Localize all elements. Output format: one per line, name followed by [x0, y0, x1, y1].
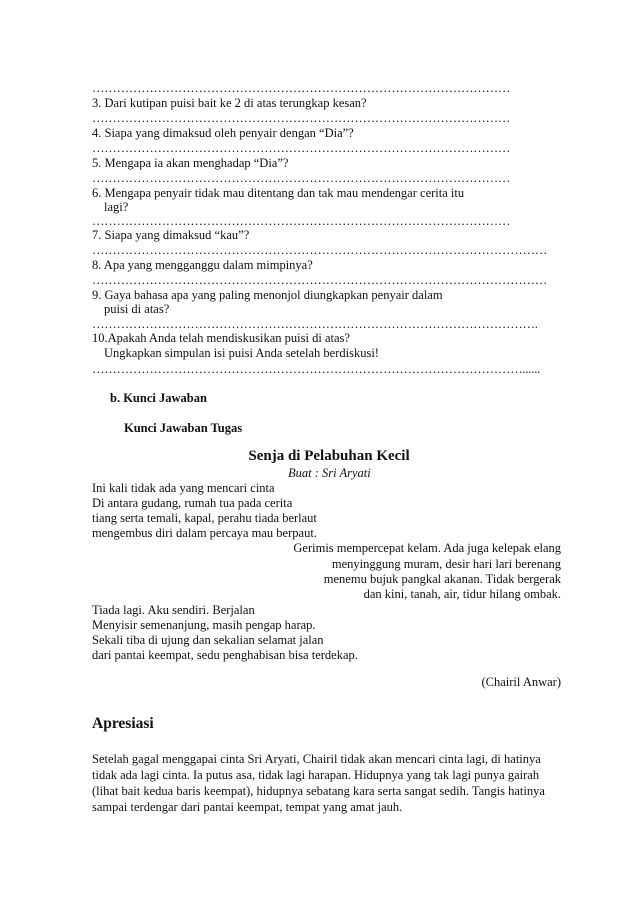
answer-line-4: ………………………………………………………………………………………… — [92, 141, 511, 155]
question-10-cont: Ungkapkan simpulan isi puisi Anda setelah berdiskusi! — [104, 346, 379, 360]
question-5: 5. Mengapa ia akan menghadap “Dia”? — [92, 156, 289, 170]
poem-line: Sekali tiba di ujung dan sekalian selamat jalan — [92, 633, 324, 647]
poem-title: Senja di Pelabuhan Kecil — [248, 448, 410, 464]
poem-line: Ini kali tidak ada yang mencari cinta — [92, 481, 275, 495]
answer-line-3: ………………………………………………………………………………………… — [92, 111, 511, 125]
apresiasi-line: (lihat bait kedua baris keempat), hidupnya sebatang kara serta sangat sedih. Tangis hatinya — [92, 784, 545, 798]
answer-line-5: ………………………………………………………………………………………… — [92, 171, 511, 185]
poem-line: dari pantai keempat, sedu penghabisan bisa terdekap. — [92, 648, 358, 662]
poem-line: menemu bujuk pangkal akanan. Tidak bergerak — [323, 572, 561, 586]
poem-author: (Chairil Anwar) — [481, 675, 561, 689]
question-4: 4. Siapa yang dimaksud oleh penyair dengan “Dia”? — [92, 126, 354, 140]
answer-line-7: ………………………………………………………………………………………………… — [92, 243, 548, 257]
apresiasi-line: tidak ada lagi cinta. Ia putus asa, tidak lagi harapan. Hidupnya yang tak lagi punya gairah — [92, 768, 540, 782]
answer-line-8: ………………………………………………………………………………………………… — [92, 273, 548, 287]
poem-line: tiang serta temali, kapal, perahu tiada berlaut — [92, 511, 317, 525]
poem-subtitle: Buat : Sri Aryati — [288, 466, 371, 480]
answer-line-2: ………………………………………………………………………………………… — [92, 81, 511, 95]
poem-line: Menyisir semenanjung, masih pengap harap. — [92, 618, 316, 632]
question-3: 3. Dari kutipan puisi bait ke 2 di atas terungkap kesan? — [92, 96, 367, 110]
poem-line: Tiada lagi. Aku sendiri. Berjalan — [92, 603, 255, 617]
question-9-cont: puisi di atas? — [104, 302, 170, 316]
question-8: 8. Apa yang mengganggu dalam mimpinya? — [92, 258, 313, 272]
section-heading-kunci-jawaban: b. Kunci Jawaban — [110, 391, 207, 405]
question-7: 7. Siapa yang dimaksud “kau”? — [92, 228, 250, 242]
apresiasi-line: sampai terdengar dari pantai keempat, tempat yang amat jauh. — [92, 800, 403, 814]
section-subheading: Kunci Jawaban Tugas — [124, 421, 243, 435]
question-10: 10.Apakah Anda telah mendiskusikan puisi di atas? — [92, 331, 350, 345]
answer-line-9: ………………………………………………………………………………………………. — [92, 317, 538, 331]
question-6: 6. Mengapa penyair tidak mau ditentang dan tak mau mendengar cerita itu — [92, 186, 465, 200]
poem-line: menyinggung muram, desir hari lari berenang — [331, 557, 561, 571]
poem-line: dan kini, tanah, air, tidur hilang ombak. — [363, 587, 561, 601]
answer-line-6: ………………………………………………………………………………………… — [92, 214, 511, 228]
poem-line: mengembus diri dalam percaya mau berpaut. — [92, 526, 317, 540]
answer-line-10: ……………………………………………………………………………………………...... — [92, 362, 541, 376]
poem-line: Di antara gudang, rumah tua pada cerita — [92, 496, 293, 510]
question-9: 9. Gaya bahasa apa yang paling menonjol diungkapkan penyair dalam — [92, 288, 443, 302]
poem-line: Gerimis mempercepat kelam. Ada juga kelepak elang — [293, 541, 561, 555]
apresiasi-heading: Apresiasi — [92, 715, 154, 732]
apresiasi-line: Setelah gagal menggapai cinta Sri Aryati, Chairil tidak akan mencari cinta lagi, di hatinya — [92, 752, 541, 766]
question-6-cont: lagi? — [104, 200, 129, 214]
